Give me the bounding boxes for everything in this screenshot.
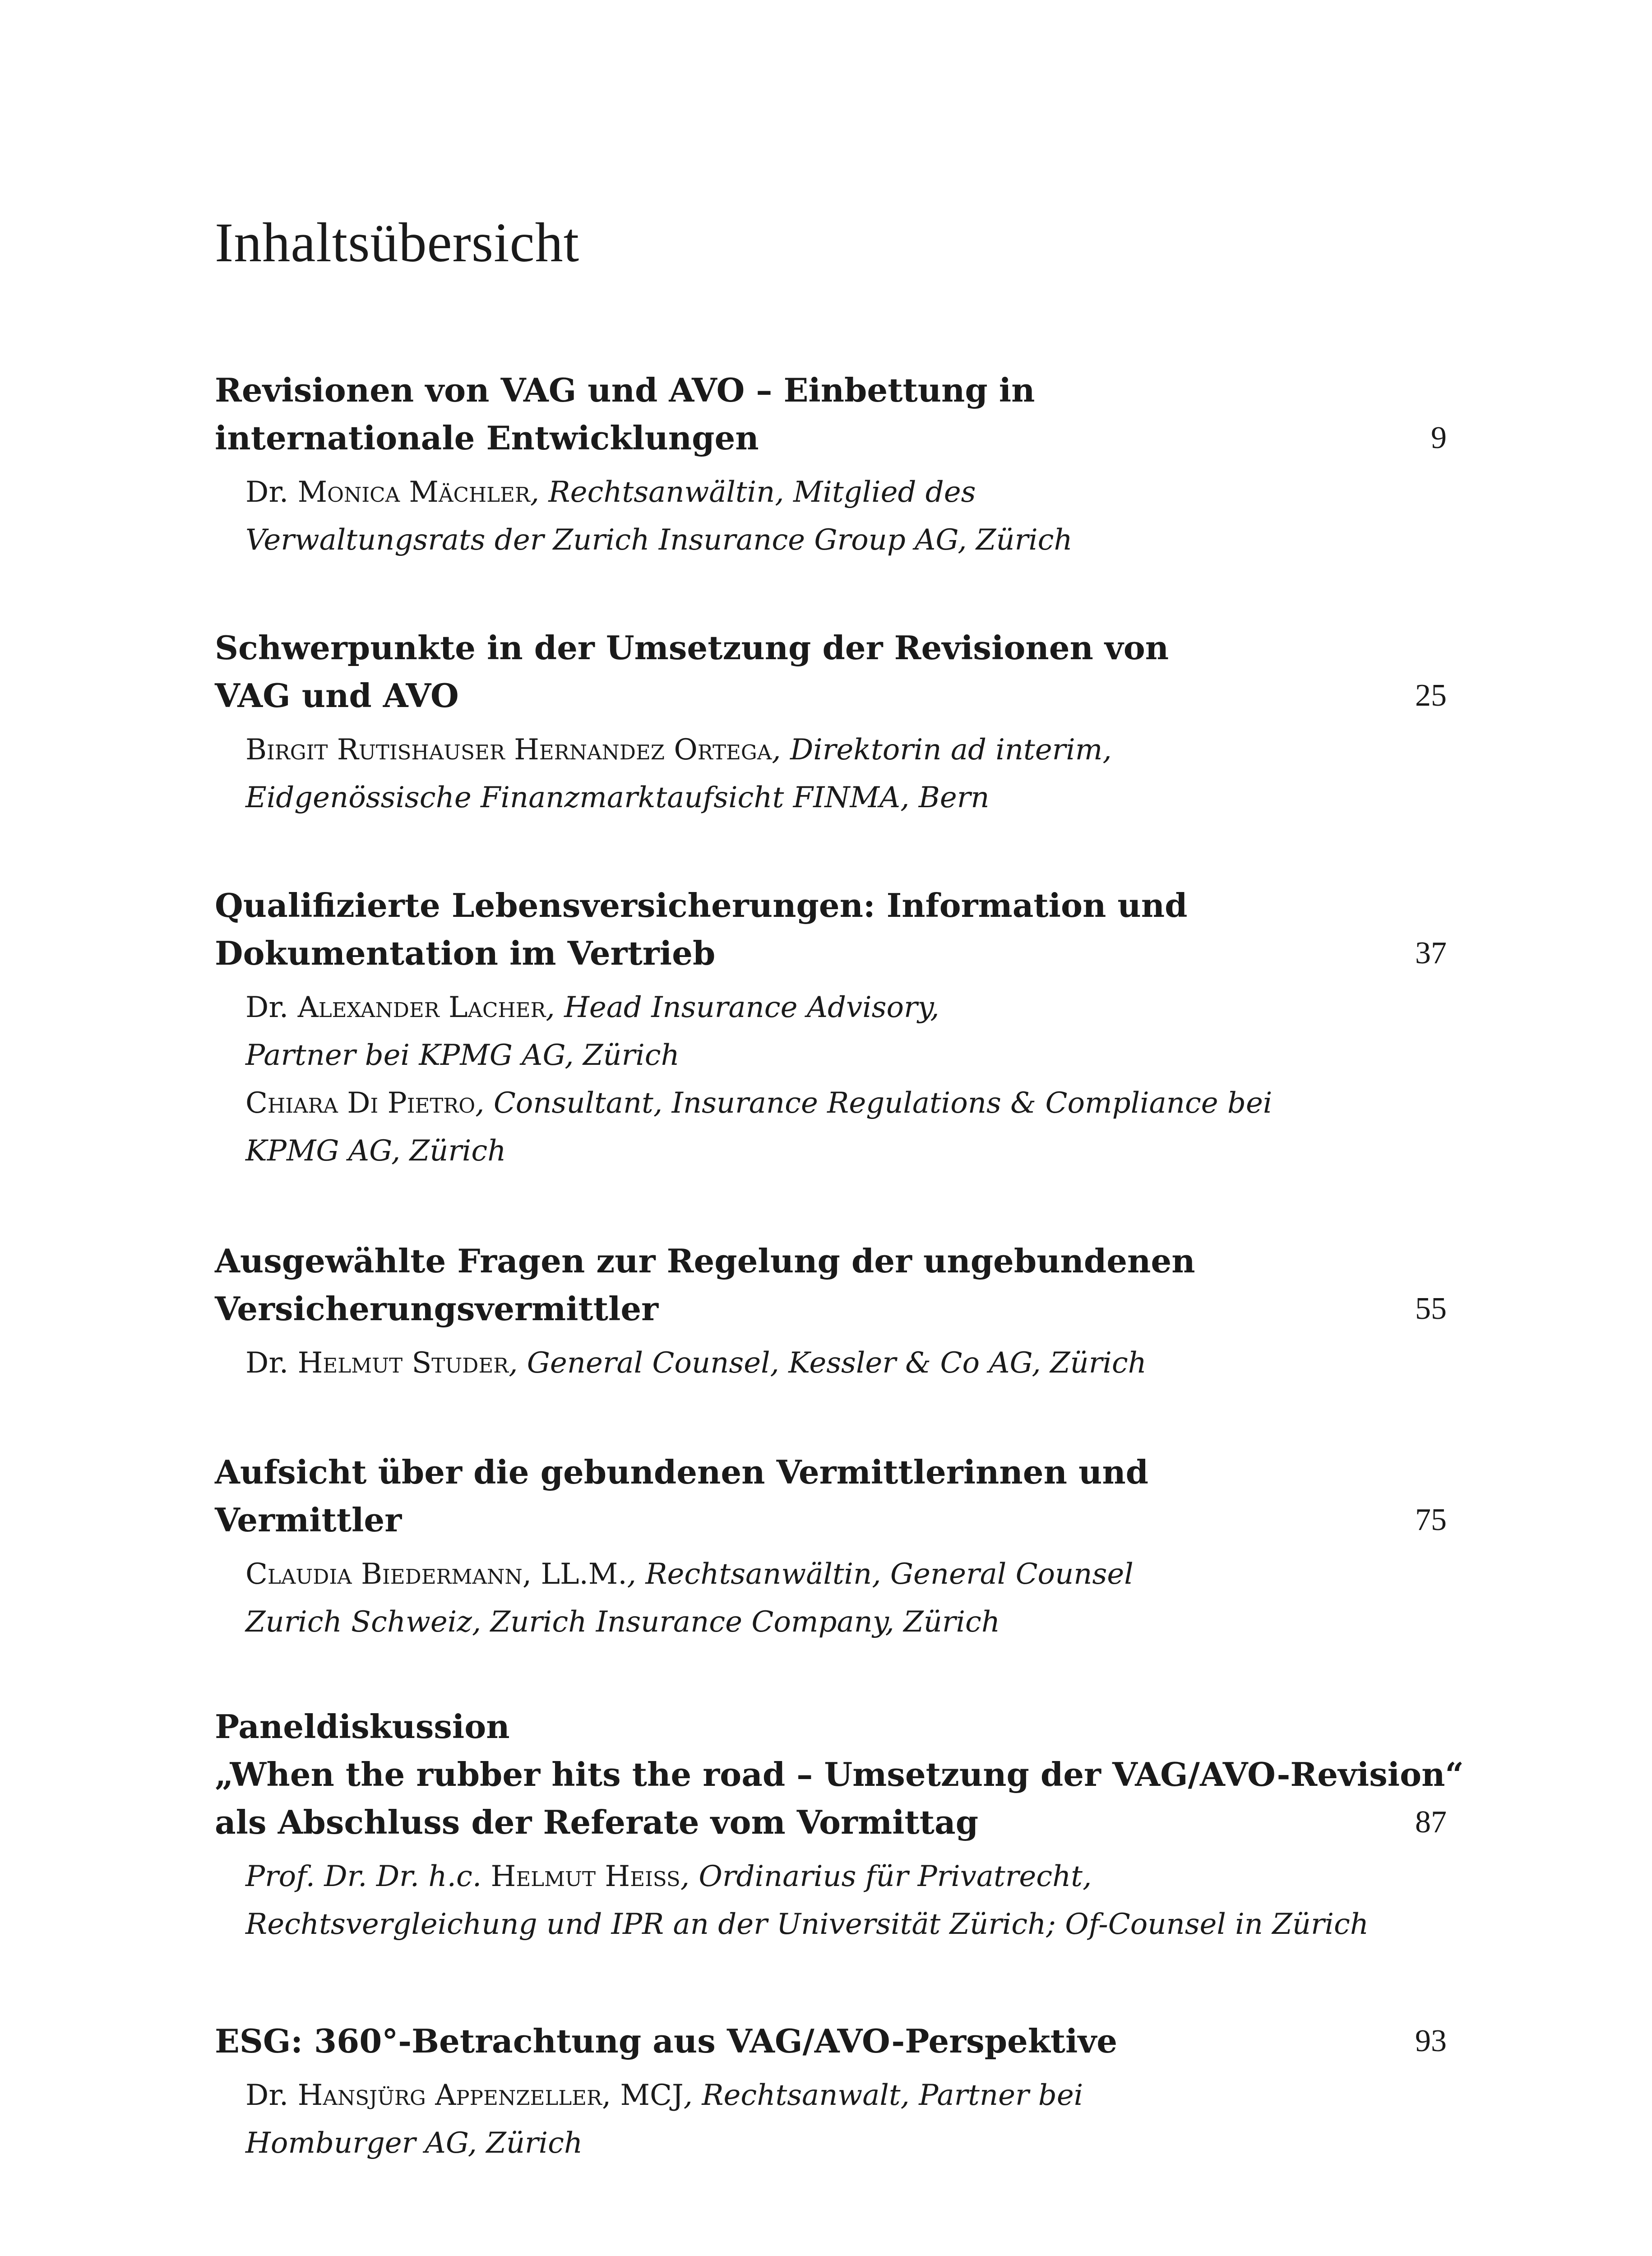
toc-entry-title-line: Dokumentation im Vertrieb <box>215 934 716 972</box>
author-text: Dr. <box>245 2079 298 2112</box>
author-text: , Rechtsanwalt, Partner bei <box>683 2079 1083 2112</box>
author-name: Chiara Di Pietro <box>245 1086 476 1120</box>
toc-entry-authors <box>245 1853 1447 1948</box>
author-line <box>245 1853 1447 1900</box>
author-text: , Rechtsanwältin, Mitglied des <box>530 476 976 509</box>
toc-entry[interactable] <box>215 366 1447 564</box>
toc-entry-title-line: Ausgewählte Fragen zur Regelung der ungebundenen <box>215 1242 1195 1280</box>
toc-entry-title-line: Qualifizierte Lebensversicherungen: Information und <box>215 886 1188 925</box>
toc-entry-authors <box>245 2071 1447 2167</box>
toc-entry[interactable] <box>215 1448 1447 1646</box>
author-line <box>245 984 1447 1031</box>
toc-entry-title-line: „When the rubber hits the road – Umsetzung der VAG/AVO-Revision“ <box>215 1755 1464 1794</box>
author-text: Dr. <box>245 476 298 509</box>
author-text: , MCJ <box>602 2079 684 2112</box>
author-line <box>245 774 1447 822</box>
author-text: Homburger AG, Zürich <box>245 2127 583 2160</box>
toc-entry-title-line: Schwerpunkte in der Umsetzung der Revisionen von <box>215 629 1169 667</box>
author-name: Hansjürg Appenzeller <box>297 2079 602 2112</box>
author-line <box>245 1031 1447 1079</box>
toc-entry-title-line: internationale Entwicklungen <box>215 419 759 457</box>
toc-entry-title-line: Aufsicht über die gebundenen Vermittlerinnen und <box>215 1453 1149 1491</box>
author-name: Birgit Rutishauser Hernandez Ortega <box>245 733 772 767</box>
toc-entry-title-line: ESG: 360°-Betrachtung aus VAG/AVO-Perspektive <box>215 2022 1118 2060</box>
toc-entry-title <box>215 882 1361 977</box>
author-line <box>245 1900 1447 1948</box>
author-text: , Direktorin ad interim, <box>772 733 1112 767</box>
toc-entry-page-number: 25 <box>1415 678 1447 713</box>
author-name: Alexander Lacher <box>297 991 546 1024</box>
toc-entry-page-number: 9 <box>1431 421 1447 455</box>
toc-entry-authors <box>245 468 1447 564</box>
author-line <box>245 726 1447 774</box>
author-text: , Ordinarius für Privatrecht, <box>680 1860 1092 1893</box>
author-text: Eidgenössische Finanzmarktaufsicht FINMA, Bern <box>245 781 990 814</box>
author-name: Claudia Biedermann <box>245 1558 523 1591</box>
toc-entry-authors <box>245 726 1447 822</box>
author-line <box>245 516 1447 564</box>
toc-entry-title <box>215 366 1361 462</box>
author-line <box>245 1127 1447 1175</box>
author-text: , Consultant, Insurance Regulations & Compliance bei <box>475 1086 1273 1120</box>
toc-entry-title-line: VAG und AVO <box>215 676 459 715</box>
author-text: KPMG AG, Zürich <box>245 1134 506 1168</box>
author-text: , General Counsel, Kessler & Co AG, Zürich <box>509 1346 1147 1380</box>
author-line <box>245 1550 1447 1598</box>
toc-entry[interactable] <box>215 882 1447 1175</box>
toc-entry-page-number: 93 <box>1415 2024 1447 2058</box>
author-text: , Head Insurance Advisory, <box>546 991 939 1024</box>
toc-entry-title-line: Versicherungsvermittler <box>215 1290 659 1328</box>
author-text: Verwaltungsrats der Zurich Insurance Group AG, Zürich <box>245 523 1073 557</box>
toc-entry-authors <box>245 984 1447 1175</box>
toc-entry[interactable] <box>215 624 1447 822</box>
author-name: Helmut Studer <box>297 1346 509 1380</box>
toc-entry-title <box>215 2017 1361 2065</box>
toc-entry-page-number: 75 <box>1415 1502 1447 1537</box>
page-title: Inhaltsübersicht <box>215 212 580 273</box>
author-line <box>245 468 1447 516</box>
author-name: Helmut Heiss <box>491 1860 680 1893</box>
toc-entry-title-line: als Abschluss der Referate vom Vormittag <box>215 1803 979 1841</box>
author-line <box>245 2119 1447 2167</box>
author-text: , LL.M. <box>522 1558 627 1591</box>
author-text: Rechtsvergleichung und IPR an der Universität Zürich; Of-Counsel in Zürich <box>245 1908 1369 1941</box>
toc-entry[interactable] <box>215 2017 1447 2167</box>
author-name: Monica Mächler <box>297 476 530 509</box>
author-line <box>245 1339 1447 1387</box>
author-text: , Rechtsanwältin, General Counsel <box>627 1558 1134 1591</box>
toc-entry-title-line: Paneldiskussion <box>215 1707 510 1746</box>
toc-entry-page-number: 37 <box>1415 936 1447 971</box>
toc-entry-authors <box>245 1550 1447 1646</box>
toc-entry-page-number: 55 <box>1415 1291 1447 1326</box>
author-line <box>245 2071 1447 2119</box>
toc-entry-title-line: Revisionen von VAG und AVO – Einbettung in <box>215 371 1035 409</box>
toc-entry[interactable] <box>215 1237 1447 1387</box>
toc-entry-title <box>215 1448 1361 1544</box>
toc-entry-title-line: Vermittler <box>215 1501 402 1539</box>
author-text: Prof. Dr. Dr. h.c. <box>245 1860 491 1893</box>
author-text: Zurich Schweiz, Zurich Insurance Company, Zürich <box>245 1605 1000 1639</box>
author-line <box>245 1598 1447 1646</box>
toc-entry-title <box>215 624 1361 720</box>
author-text: Dr. <box>245 1346 298 1380</box>
toc-entry[interactable] <box>215 1703 1464 1948</box>
toc-entry-authors <box>245 1339 1447 1387</box>
author-text: Dr. <box>245 991 298 1024</box>
toc-entry-page-number: 87 <box>1415 1805 1447 1840</box>
author-text: Partner bei KPMG AG, Zürich <box>245 1039 680 1072</box>
author-line <box>245 1079 1447 1127</box>
toc-entry-title <box>215 1237 1361 1333</box>
